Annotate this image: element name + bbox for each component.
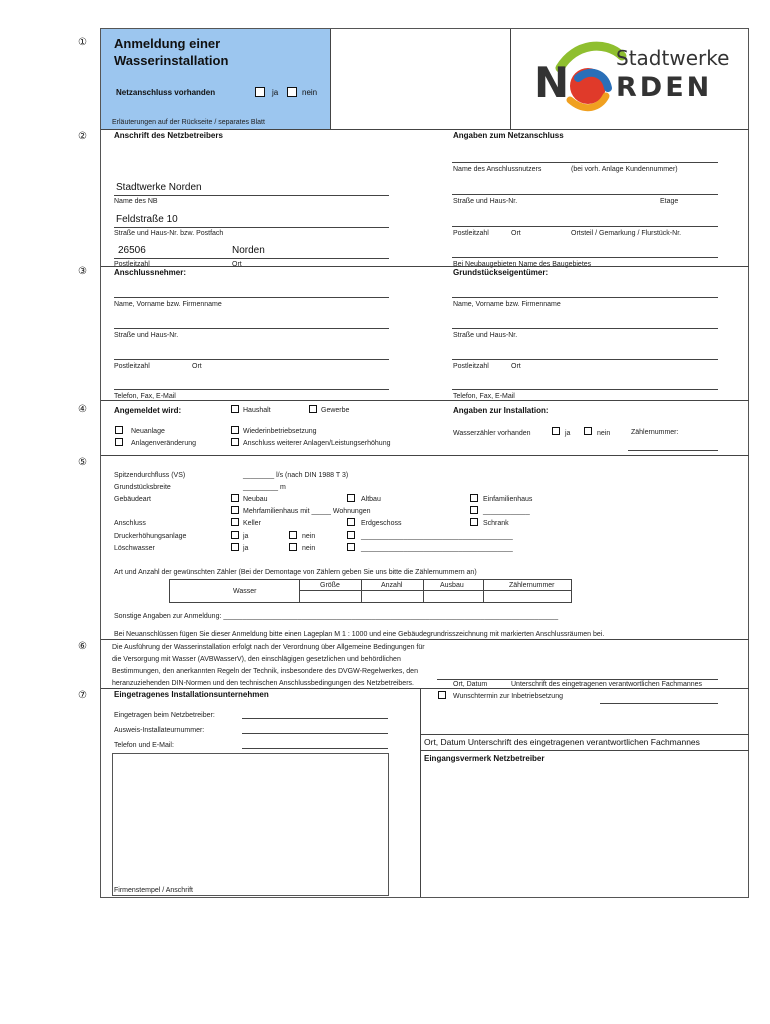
section-number-7: ⑦	[78, 690, 87, 701]
sonstige-angaben: Sonstige Angaben zur Anmeldung: ______________________________________________________________________________________	[114, 613, 559, 620]
avb-line-2: die Versorgung mit Wasser (AVBWasserV), den einschlägigen gesetzlichen und behördlichen	[112, 656, 401, 663]
altbau-label: Altbau	[361, 496, 381, 503]
gewerbe-checkbox[interactable]	[309, 405, 317, 413]
netzanschluss-plz-label: Postleitzahl	[453, 230, 489, 237]
netzanschluss-ort-label: Ort	[511, 230, 521, 237]
netzanschluss-label: Netzanschluss vorhanden	[116, 88, 216, 97]
grundstuecksbreite-label: Grundstücksbreite	[114, 484, 171, 491]
installation-title: Angaben zur Installation:	[453, 406, 549, 415]
form-title-line2: Wasserinstallation	[114, 53, 229, 68]
anschluss-label: Anschluss	[114, 520, 146, 527]
keller-checkbox[interactable]	[231, 518, 239, 526]
ge-telefon-label: Telefon, Fax, E-Mail	[453, 393, 515, 400]
druck-nein-checkbox[interactable]	[289, 531, 297, 539]
druck-ja-label: ja	[243, 533, 249, 540]
spitzendurchfluss-unit: ________ l/s (nach DIN 1988 T 3)	[243, 472, 349, 479]
angaben-netzanschluss-title: Angaben zum Netzanschluss	[453, 131, 564, 140]
kundennummer-label: (bei vorh. Anlage Kundennummer)	[571, 166, 678, 173]
ge-name-label: Name, Vorname bzw. Firmenname	[453, 301, 561, 308]
eingangsvermerk-title: Eingangsvermerk Netzbetreiber	[424, 754, 545, 763]
wasserzaehler-label: Wasserzähler vorhanden	[453, 430, 531, 437]
wiederinbetrieb-label: Wiederinbetriebsetzung	[243, 428, 317, 435]
an-plz-label: Postleitzahl	[114, 363, 150, 370]
firmenstempel-label: Firmenstempel / Anschrift	[114, 887, 193, 894]
firmenstempel-box	[112, 753, 389, 896]
telefon-email-label: Telefon und E-Mail:	[114, 742, 174, 749]
netzanschluss-ja-checkbox[interactable]	[255, 87, 265, 97]
installationsunternehmen-title: Eingetragenes Installationsunternehmen	[114, 690, 269, 699]
section-number-6: ⑥	[78, 641, 87, 652]
zaehlernummer-label: Zählernummer:	[631, 429, 679, 436]
neuanlage-checkbox[interactable]	[115, 426, 123, 434]
nb-plz-label: Postleitzahl	[114, 261, 150, 268]
wasserzaehler-ja-checkbox[interactable]	[552, 427, 560, 435]
altbau-checkbox[interactable]	[347, 494, 355, 502]
wasserzaehler-nein-checkbox[interactable]	[584, 427, 592, 435]
nb-ort-label: Ort	[232, 261, 242, 268]
avb-line-3: Bestimmungen, den anerkannten Regeln der Technik, insbesondere des DVGW-Regelwerkes, den	[112, 668, 418, 675]
mehrfamilienhaus-label: Mehrfamilienhaus mit _____ Wohnungen	[243, 508, 371, 515]
netzanschluss-nein-label: nein	[302, 88, 318, 97]
zaehler-instruction: Art und Anzahl der gewünschten Zähler (Bei der Demontage von Zählern geben Sie uns bitte die Zählernummern an)	[114, 569, 477, 576]
schrank-label: Schrank	[483, 520, 509, 527]
form-title-line1: Anmeldung einer	[114, 36, 221, 51]
logo-text-rden: RDEN	[616, 72, 713, 103]
nb-ort-value: Norden	[232, 245, 265, 256]
netzanschluss-strasse-label: Straße und Haus-Nr.	[453, 198, 518, 205]
wasserzaehler-nein-label: nein	[597, 430, 611, 437]
ge-strasse-label: Straße und Haus-Nr.	[453, 332, 518, 339]
einfamilienhaus-label: Einfamilienhaus	[483, 496, 533, 503]
lageplan-note: Bei Neuanschlüssen fügen Sie dieser Anmeldung bitte einen Lageplan M 1 : 1000 und eine Gebäudegrundrisszeichnung mit markierten Anschlussräumen bei.	[114, 631, 605, 638]
anlagenveraenderung-label: Anlagenveränderung	[131, 440, 196, 447]
einfamilienhaus-checkbox[interactable]	[470, 494, 478, 502]
section-number-5: ⑤	[78, 457, 87, 468]
an-name-label: Name, Vorname bzw. Firmenname	[114, 301, 222, 308]
loesch-other-line: _______________________________________	[361, 545, 513, 552]
erlaeuterungen-note: Erläuterungen auf der Rückseite / separates Blatt	[112, 119, 265, 126]
erdgeschoss-label: Erdgeschoss	[361, 520, 402, 527]
an-strasse-label: Straße und Haus-Nr.	[114, 332, 179, 339]
neuanlage-label: Neuanlage	[131, 428, 165, 435]
ge-plz-label: Postleitzahl	[453, 363, 489, 370]
nb-street-value: Feldstraße 10	[116, 214, 178, 225]
loesch-ja-label: ja	[243, 545, 249, 552]
druck-other-line: _______________________________________	[361, 533, 513, 540]
loesch-nein-label: nein	[302, 545, 316, 552]
avb-line-1: Die Ausführung der Wasserinstallation erfolgt nach der Verordnung über Allgemeine Bedingungen für	[112, 644, 425, 651]
section-number-4: ④	[78, 404, 87, 415]
loesch-nein-checkbox[interactable]	[289, 543, 297, 551]
an-ort-label: Ort	[192, 363, 202, 370]
schrank-checkbox[interactable]	[470, 518, 478, 526]
loeschwasser-label: Löschwasser	[114, 545, 155, 552]
keller-label: Keller	[243, 520, 261, 527]
s7-ort-datum-unterschrift: Ort, Datum Unterschrift des eingetragenen verantwortlichen Fachmannes	[424, 737, 700, 747]
loesch-ja-checkbox[interactable]	[231, 543, 239, 551]
netzanschluss-nein-checkbox[interactable]	[287, 87, 297, 97]
druckerhoehung-label: Druckerhöhungsanlage	[114, 533, 187, 540]
nb-name-label: Name des NB	[114, 198, 158, 205]
anschlussnehmer-title: Anschlussnehmer:	[114, 268, 187, 277]
stadtwerke-norden-logo	[530, 38, 730, 120]
table-header-ausbau: Ausbau	[440, 582, 464, 589]
loesch-other-checkbox[interactable]	[347, 543, 355, 551]
druck-nein-label: nein	[302, 533, 316, 540]
neubau-checkbox[interactable]	[231, 494, 239, 502]
section-number-1: ①	[78, 37, 87, 48]
angemeldet-title: Angemeldet wird:	[114, 406, 182, 415]
neubaugebiet-label: Bei Neubaugebieten Name des Baugebietes	[453, 261, 592, 268]
weitere-anlagen-label: Anschluss weiterer Anlagen/Leistungserhöhung	[243, 440, 391, 447]
eingetragen-label: Eingetragen beim Netzbetreiber:	[114, 712, 215, 719]
table-row-wasser: Wasser	[233, 588, 257, 595]
gewerbe-label: Gewerbe	[321, 407, 350, 414]
anlagenveraenderung-checkbox[interactable]	[115, 438, 123, 446]
nb-plz-value: 26506	[118, 245, 146, 256]
nb-name-value: Stadtwerke Norden	[116, 182, 202, 193]
wunschtermin-checkbox[interactable]	[438, 691, 446, 699]
anschrift-netzbetreiber-title: Anschrift des Netzbetreibers	[114, 131, 223, 140]
weitere-anlagen-checkbox[interactable]	[231, 438, 239, 446]
spitzendurchfluss-label: Spitzendurchfluss (VS)	[114, 472, 186, 479]
gebaeudeart-label: Gebäudeart	[114, 496, 151, 503]
gebaeude-other-checkbox[interactable]	[470, 506, 478, 514]
druck-ja-checkbox[interactable]	[231, 531, 239, 539]
ge-ort-label: Ort	[511, 363, 521, 370]
anschlussnutzer-label: Name des Anschlussnutzers	[453, 166, 542, 173]
ausweis-label: Ausweis-Installateurnummer:	[114, 727, 205, 734]
grundstuecksbreite-unit: _________ m	[243, 484, 286, 491]
nb-street-label: Straße und Haus-Nr. bzw. Postfach	[114, 230, 224, 237]
avb-line-4: heranzuziehenden DIN-Normen und den technischen Anschlussbedingungen des Netzbetreibers.	[112, 680, 414, 687]
wunschtermin-label: Wunschtermin zur Inbetriebsetzung	[453, 693, 563, 700]
grundstueckseigentuemer-title: Grundstückseigentümer:	[453, 268, 549, 277]
logo-letter-n: N	[534, 58, 570, 107]
an-telefon-label: Telefon, Fax, E-Mail	[114, 393, 176, 400]
mehrfamilienhaus-checkbox[interactable]	[231, 506, 239, 514]
ortsteil-label: Ortsteil / Gemarkung / Flurstück-Nr.	[571, 230, 682, 237]
table-header-zaehlernummer: Zählernummer	[509, 582, 555, 589]
section-number-3: ③	[78, 266, 87, 277]
druck-other-checkbox[interactable]	[347, 531, 355, 539]
wasserzaehler-ja-label: ja	[565, 430, 571, 437]
erdgeschoss-checkbox[interactable]	[347, 518, 355, 526]
s6-ort-datum: Ort, Datum	[453, 681, 488, 688]
section-number-2: ②	[78, 131, 87, 142]
s6-unterschrift: Unterschrift des eingetragenen verantwortlichen Fachmannes	[511, 681, 703, 688]
wiederinbetrieb-checkbox[interactable]	[231, 426, 239, 434]
table-header-groesse: Größe	[320, 582, 340, 589]
logo-text-stadtwerke: Stadtwerke	[616, 46, 730, 70]
table-header-anzahl: Anzahl	[381, 582, 403, 589]
etage-label: Etage	[660, 198, 679, 205]
netzanschluss-ja-label: ja	[272, 88, 279, 97]
haushalt-label: Haushalt	[243, 407, 271, 414]
neubau-label: Neubau	[243, 496, 268, 503]
haushalt-checkbox[interactable]	[231, 405, 239, 413]
gebaeude-other-line: ____________	[483, 508, 530, 515]
